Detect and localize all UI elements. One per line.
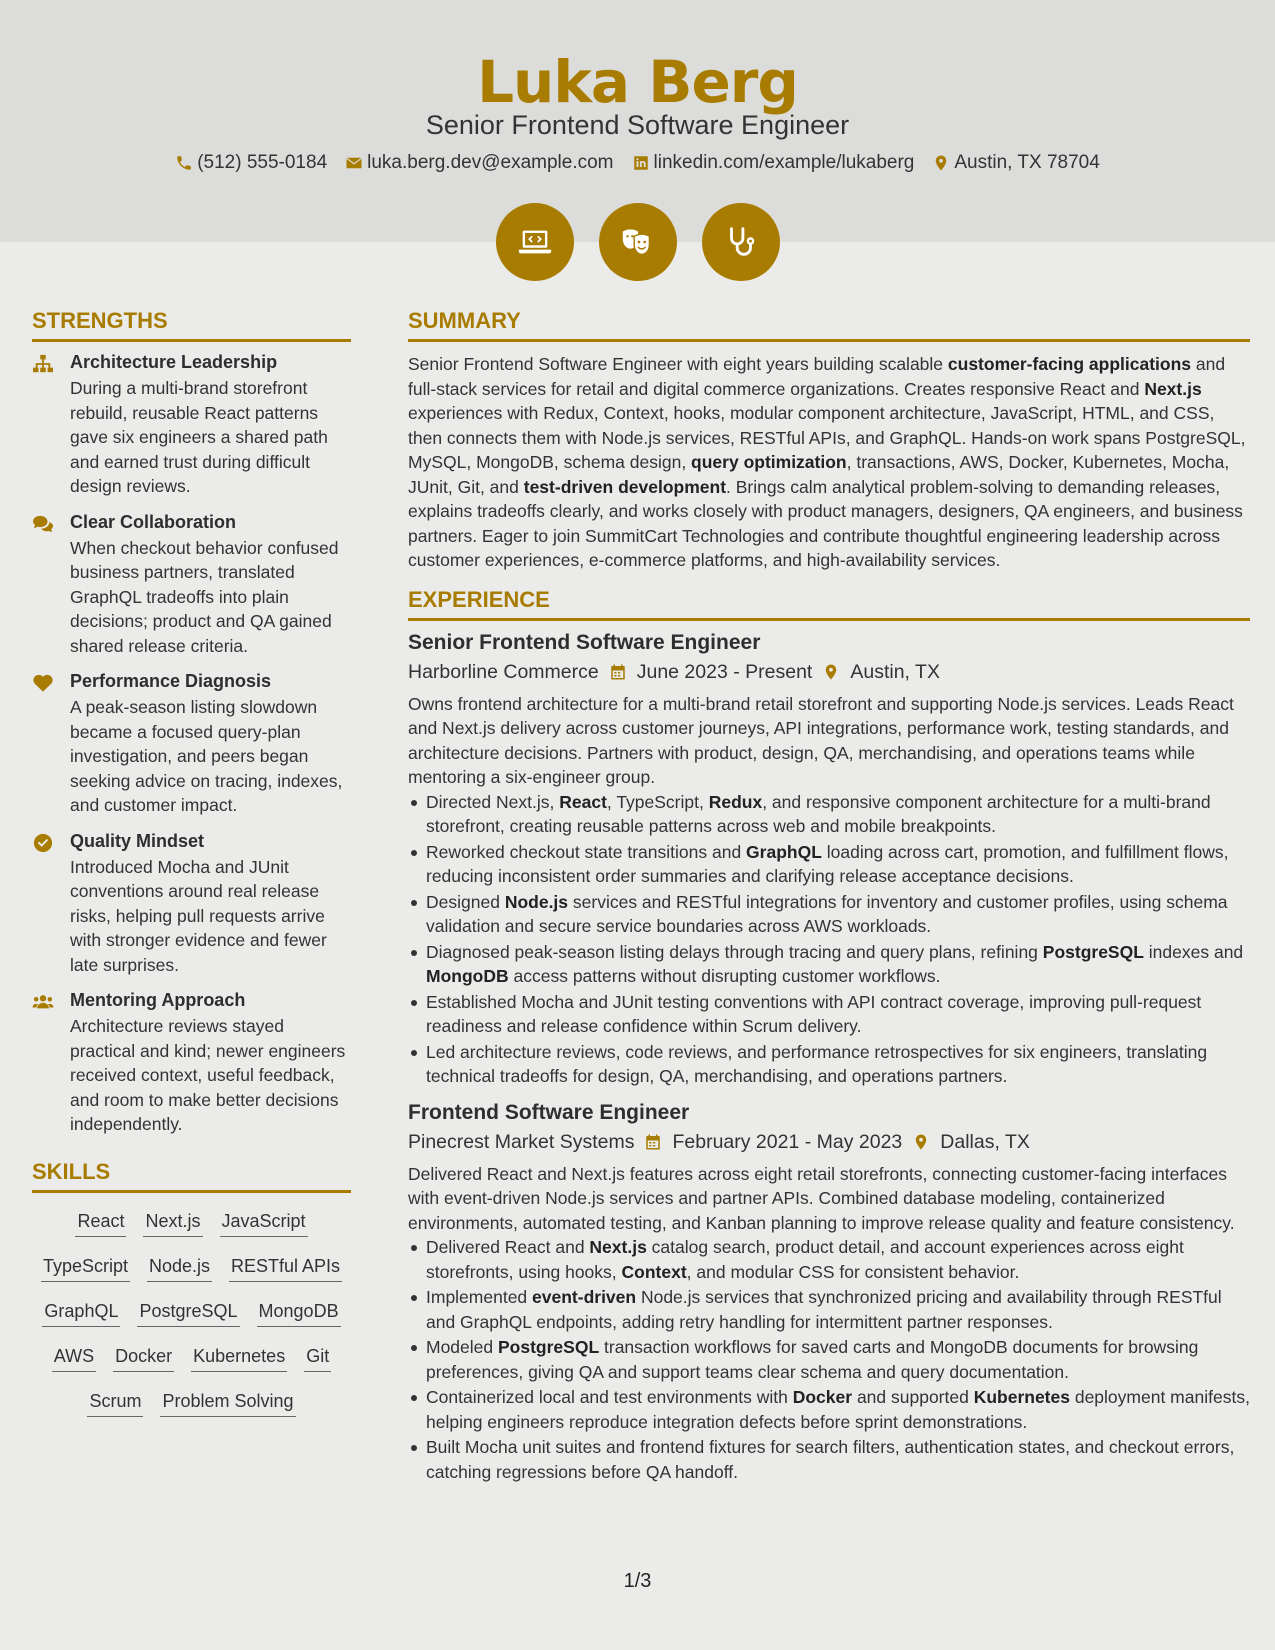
skill-tag: Docker (113, 1346, 174, 1372)
skill-tag: Scrum (87, 1391, 143, 1417)
text-run: Containerized local and test environments with (426, 1387, 793, 1407)
text-run: transaction workflows for saved carts and MongoDB documents for browsing preferences, giving QA and support teams clear schema and query documentation. (426, 1337, 1199, 1382)
contact-location[interactable] (932, 152, 1099, 174)
strength-title: Quality Mindset (70, 830, 205, 851)
skill-tag: PostgreSQL (137, 1301, 239, 1327)
job-title: Senior Frontend Software Engineer (408, 630, 761, 654)
strength-item (32, 352, 351, 499)
bold-keyword: Node.js (504, 891, 569, 912)
skill-tag: GraphQL (42, 1301, 120, 1327)
skill-tag: TypeScript (41, 1256, 130, 1282)
text-run: Implemented (426, 1287, 533, 1307)
location-icon (912, 1133, 930, 1151)
laptop-code-icon (516, 223, 554, 261)
strength-title: Mentoring Approach (70, 990, 246, 1010)
bold-keyword: GraphQL (746, 841, 822, 862)
bold-keyword: Next.js (1144, 378, 1202, 399)
text-run: Directed Next.js, (426, 791, 560, 812)
contact-linkedin[interactable] (632, 152, 915, 174)
job-bullet (408, 1235, 1250, 1284)
job-bullets (408, 1235, 1250, 1484)
job-bullet (408, 1335, 1250, 1384)
skill-tag: RESTful APIs (229, 1256, 342, 1282)
bold-keyword: Next.js (589, 1237, 647, 1257)
email-icon (345, 154, 363, 172)
job-location: Austin, TX (850, 660, 940, 683)
job-bullet (408, 940, 1250, 989)
text-run: , TypeScript, (606, 791, 709, 812)
bold-keyword: Context (621, 1261, 687, 1282)
strength-text: During a multi-brand storefront rebuild, reusable React patterns gave six engineers a shared path and earned trust during difficult design reviews. (70, 378, 328, 496)
contact-text: (512) 555-0184 (197, 152, 328, 173)
right-column (408, 308, 1250, 1496)
job-bullet (408, 840, 1250, 889)
bold-keyword: Redux (708, 791, 763, 812)
badge-stethoscope (702, 203, 780, 281)
summary-text (408, 352, 1250, 573)
phone-icon (175, 154, 193, 172)
experience-heading: EXPERIENCE (408, 587, 1250, 621)
job-bullet (408, 790, 1250, 839)
text-run: Established Mocha and JUnit testing conventions with API contract coverage, improving pull-request readiness and release confidence within Scrum delivery. (426, 991, 1202, 1036)
strength-text: Introduced Mocha and JUnit conventions around real release risks, helping pull requests arrive with stronger evidence and fewer late surprises. (70, 856, 327, 975)
strength-title: Architecture Leadership (70, 352, 278, 372)
bold-keyword: Kubernetes (973, 1387, 1070, 1407)
job-bullet (408, 890, 1250, 939)
stethoscope-icon (722, 223, 760, 261)
text-run: deployment manifests, helping engineers reproduce integration defects before sprint demonstrations. (426, 1387, 1250, 1432)
heart-icon (32, 673, 54, 693)
linkedin-icon (632, 154, 650, 172)
bold-keyword: Docker (792, 1387, 853, 1407)
bold-keyword: PostgreSQL (498, 1337, 600, 1357)
strengths-list (32, 352, 351, 1137)
skill-tag: AWS (52, 1346, 96, 1372)
users-icon (32, 992, 54, 1012)
badge-laptop (496, 203, 574, 281)
bold-keyword: MongoDB (426, 966, 509, 986)
job-location: Dallas, TX (940, 1130, 1030, 1153)
job-bullet (408, 1385, 1250, 1434)
interest-badges (0, 203, 1275, 281)
job-bullets (408, 790, 1250, 1089)
job-description: Owns frontend architecture for a multi-brand retail storefront and supporting Node.js services. Leads React and Next.js delivery across customer journeys, API integrations, performance work, testing standards, and architecture decisions. Partners with product, design, QA, merchandising, and operations teams while mentoring a six-engineer group. (408, 693, 1234, 787)
text-run: Delivered React and (426, 1237, 590, 1257)
job-bullet (408, 1435, 1250, 1484)
job-description: Delivered React and Next.js features across eight retail storefronts, connecting customer-facing interfaces with event-driven Node.js services and partner APIs. Combined database modeling, containerized environments, automated testing, and Kanban planning to improve release quality and feature consistency. (408, 1163, 1235, 1233)
left-column (32, 308, 351, 1417)
text-run: , and responsive component architecture for a multi-brand storefront, creating reusable patterns across web and mobile breakpoints. (426, 791, 1211, 836)
job-bullet (408, 990, 1250, 1039)
skill-tag: React (75, 1211, 126, 1237)
page-number: 1/3 (623, 1570, 652, 1592)
strengths-heading: STRENGTHS (32, 308, 351, 342)
candidate-title: Senior Frontend Software Engineer (425, 110, 850, 140)
strength-text: A peak-season listing slowdown became a focused query-plan investigation, and peers began seeking advice on tracing, indexes, and customer impact. (70, 697, 343, 815)
text-run: and full-stack services for retail and digital commerce organizations. Creates responsive React and (408, 354, 1226, 399)
text-run: indexes and (1143, 941, 1244, 962)
bold-keyword: PostgreSQL (1042, 941, 1144, 962)
comments-icon (32, 514, 54, 534)
bold-keyword: test-driven development (523, 476, 727, 497)
text-run: Senior Frontend Software Engineer with eight years building scalable (408, 354, 948, 374)
header-band (0, 0, 1275, 242)
job-company: Harborline Commerce (408, 660, 599, 683)
contact-text: Austin, TX 78704 (954, 152, 1100, 173)
strength-text: Architecture reviews stayed practical and kind; newer engineers received context, useful feedback, and room to make better decisions independently. (70, 1016, 346, 1134)
contact-text: luka.berg.dev@example.com (367, 152, 614, 173)
job-dates: February 2021 - May 2023 (672, 1130, 903, 1153)
badge-masks (599, 203, 677, 281)
job-bullet (408, 1040, 1250, 1089)
text-run: Diagnosed peak-season listing delays through tracing and query plans, refining (426, 941, 1043, 962)
text-run: Built Mocha unit suites and frontend fixtures for search filters, authentication states, and checkout errors, catching regressions before QA handoff. (426, 1437, 1235, 1482)
location-icon (822, 663, 840, 681)
summary-heading: SUMMARY (408, 308, 1250, 342)
skill-tag: Node.js (147, 1256, 212, 1282)
calendar-icon (644, 1133, 662, 1151)
bold-keyword: React (559, 791, 607, 812)
text-run: services and RESTful integrations for inventory and customer profiles, using schema validation and secure service boundaries across AWS workloads. (426, 891, 1228, 936)
contact-text: linkedin.com/example/lukaberg (653, 152, 915, 173)
text-run: loading across cart, promotion, and fulfillment flows, reducing inconsistent order summaries and clarifying release acceptance decisions. (426, 841, 1229, 886)
theater-masks-icon (619, 223, 657, 261)
text-run: Designed (426, 891, 505, 912)
skill-tag: Kubernetes (191, 1346, 287, 1372)
job-entry (408, 631, 1250, 1089)
strength-title: Clear Collaboration (70, 511, 237, 532)
job-entry (408, 1101, 1250, 1485)
text-run: , and modular CSS for consistent behavior. (686, 1261, 1020, 1282)
skill-tag: Problem Solving (160, 1391, 295, 1417)
job-dates: June 2023 - Present (636, 660, 813, 683)
text-run: Led architecture reviews, code reviews, and performance retrospectives for six engineers, translating technical tradeoffs for design, QA, merchandising, and operations partners. (426, 1041, 1208, 1086)
job-meta (408, 661, 1250, 684)
text-run: catalog search, product detail, and account experiences across eight storefronts, using hooks, (426, 1237, 1184, 1282)
text-run: , transactions, AWS, Docker, Kubernetes, Mocha, JUnit, Git, and (408, 452, 1230, 497)
contact-bar (0, 152, 1275, 174)
text-run: and supported (852, 1387, 974, 1407)
text-run: Modeled (426, 1337, 498, 1357)
skill-tag: Next.js (143, 1211, 202, 1237)
skills-heading: SKILLS (32, 1159, 351, 1193)
calendar-icon (609, 663, 627, 681)
text-run: access patterns without disrupting customer workflows. (508, 966, 941, 986)
text-run: Reworked checkout state transitions and (426, 841, 747, 862)
text-run: experiences with Redux, Context, hooks, modular component architecture, JavaScript, HTML, and CSS, then connects them with Node.js services, RESTful APIs, and GraphQL. Hands-on work spans PostgreSQL, MySQL, MongoDB, schema design, (408, 403, 1246, 472)
strength-text: When checkout behavior confused business partners, translated GraphQL tradeoffs into plain decisions; product and QA gained shared release criteria. (70, 537, 339, 656)
bold-keyword: event-driven (532, 1287, 637, 1307)
skills-list (32, 1203, 351, 1417)
check-circle-icon (32, 833, 54, 853)
skill-tag: MongoDB (257, 1301, 341, 1327)
strength-item (32, 512, 351, 659)
strength-item (32, 671, 351, 818)
job-company: Pinecrest Market Systems (408, 1130, 635, 1153)
skill-tag: JavaScript (220, 1211, 308, 1237)
strength-title: Performance Diagnosis (70, 671, 272, 691)
candidate-name: Luka Berg (477, 48, 798, 116)
strength-item (32, 990, 351, 1137)
job-bullet (408, 1285, 1250, 1334)
sitemap-icon (32, 354, 54, 374)
location-icon (932, 154, 950, 172)
bold-keyword: query optimization (691, 452, 847, 472)
job-meta (408, 1131, 1250, 1154)
text-run: Node.js services that synchronized pricing and availability through RESTful and GraphQL endpoints, adding retry handling for intermittent partner responses. (426, 1287, 1222, 1332)
text-run: . Brings calm analytical problem-solving to demanding releases, explains tradeoffs clearly, and works closely with product managers, designers, QA engineers, and business partners. Eager to join SummitCart Technologies and contribute thoughtful engineering leadership across customer experiences, e-commerce platforms, and high-availability services. (408, 476, 1243, 570)
strength-item (32, 831, 351, 978)
contact-phone[interactable] (175, 152, 327, 174)
contact-email[interactable] (345, 152, 613, 174)
bold-keyword: customer-facing applications (947, 354, 1192, 374)
job-title: Frontend Software Engineer (408, 1100, 690, 1124)
skill-tag: Git (304, 1346, 331, 1372)
